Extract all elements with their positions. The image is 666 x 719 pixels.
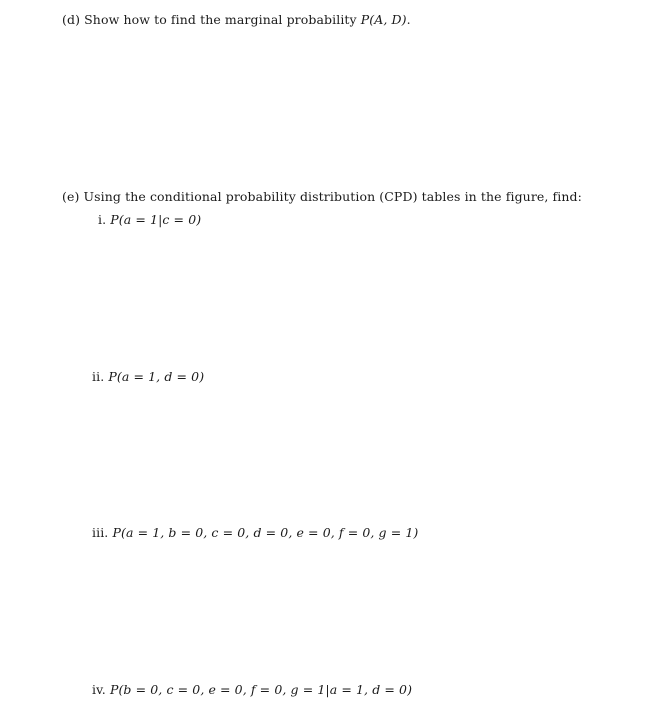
item-iii-label: iii. — [92, 525, 109, 540]
item-iv-label: iv. — [92, 682, 106, 697]
question-d-period: . — [406, 12, 411, 27]
question-d-label: (d) — [62, 12, 81, 27]
question-e-item-iii — [92, 525, 418, 540]
question-e-text: Using the conditional probability distribution (CPD) tables in the figure, find: — [83, 189, 582, 204]
item-ii-label: ii. — [92, 369, 105, 384]
item-i-math: P(a = 1|c = 0) — [110, 212, 202, 227]
question-e — [62, 189, 582, 204]
item-i-label: i. — [98, 212, 107, 227]
item-ii-math: P(a = 1, d = 0) — [108, 369, 205, 384]
question-d-math: P(A, D) — [360, 12, 407, 27]
question-d-text: Show how to find the marginal probability — [84, 12, 357, 27]
question-e-label: (e) — [62, 189, 80, 204]
question-e-item-iv — [92, 682, 412, 697]
question-d — [62, 12, 411, 27]
item-iii-math: P(a = 1, b = 0, c = 0, d = 0, e = 0, f = 0, g = 1) — [112, 525, 419, 540]
question-e-item-i — [98, 212, 201, 227]
item-iv-math: P(b = 0, c = 0, e = 0, f = 0, g = 1|a = 1, d = 0) — [109, 682, 413, 697]
question-e-item-ii — [92, 369, 204, 384]
